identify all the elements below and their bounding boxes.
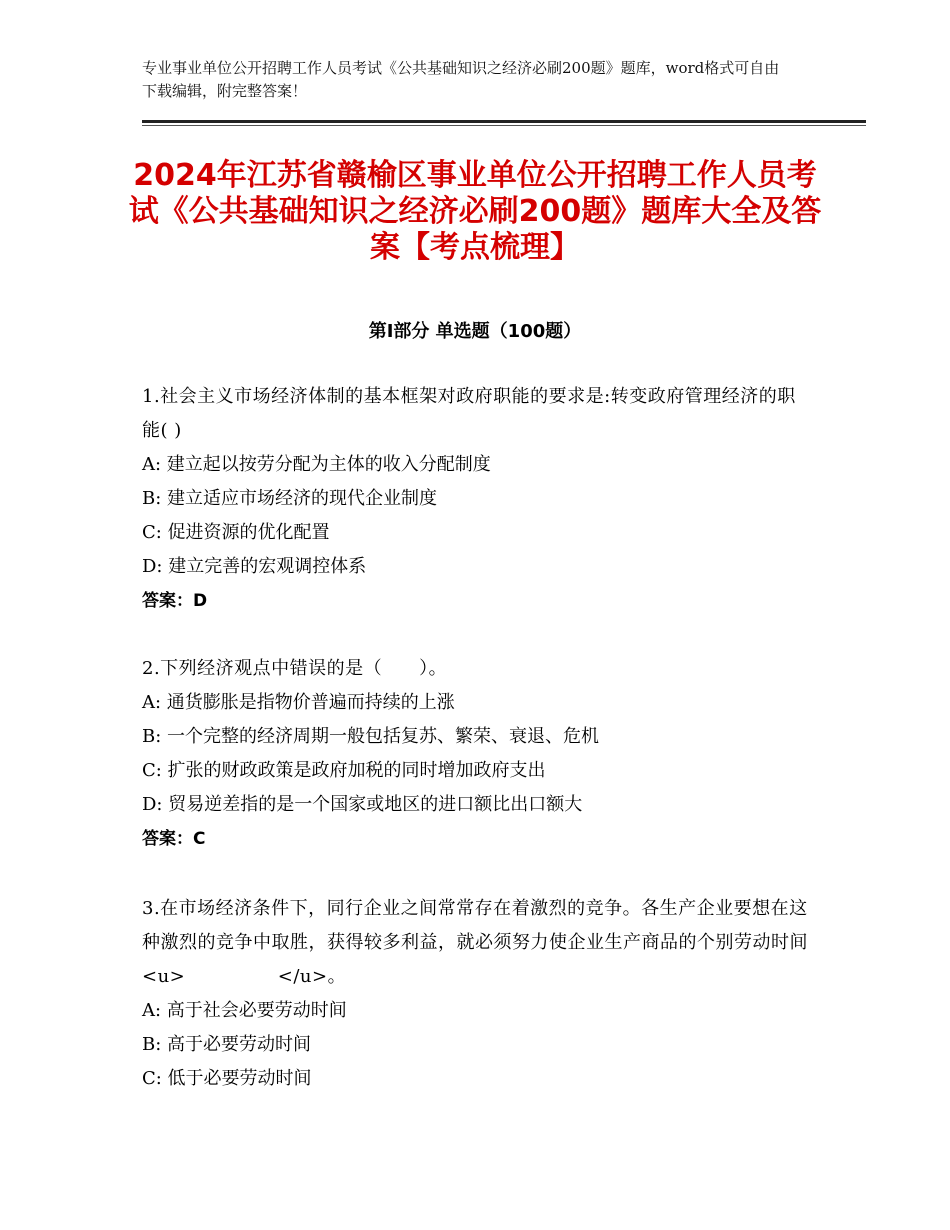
question-1 bbox=[142, 380, 808, 618]
option-b: B: 一个完整的经济周期一般包括复苏、繁荣、衰退、危机 bbox=[142, 726, 600, 747]
option-d: D: 建立完善的宏观调控体系 bbox=[142, 556, 367, 577]
header-note: 专业事业单位公开招聘工作人员考试《公共基础知识之经济必刷200题》题库，word格式可自由下载编辑，附完整答案！ bbox=[142, 59, 780, 100]
option-c: C: 促进资源的优化配置 bbox=[142, 522, 330, 543]
answer: 答案：D bbox=[142, 591, 208, 611]
question-stem: 1.社会主义市场经济体制的基本框架对政府职能的要求是:转变政府管理经济的职能( ) bbox=[142, 386, 796, 441]
option-d: D: 贸易逆差指的是一个国家或地区的进口额比出口额大 bbox=[142, 794, 583, 815]
answer: 答案：C bbox=[142, 829, 206, 849]
question-3 bbox=[142, 892, 808, 1096]
document-title: 2024年江苏省赣榆区事业单位公开招聘工作人员考试《公共基础知识之经济必刷200题》题库大全及答案【考点梳理】 bbox=[128, 158, 822, 265]
question-2 bbox=[142, 652, 808, 856]
option-b: B: 高于必要劳动时间 bbox=[142, 1034, 312, 1055]
question-stem: 2.下列经济观点中错误的是（ ）。 bbox=[142, 658, 448, 679]
question-stem: 3.在市场经济条件下，同行企业之间常常存在着激烈的竞争。各生产企业要想在这种激烈的竞争中取胜，获得较多利益，就必须努力使企业生产商品的个别劳动时间<u> </u>。 bbox=[142, 898, 808, 987]
option-c: C: 扩张的财政政策是政府加税的同时增加政府支出 bbox=[142, 760, 546, 781]
option-c: C: 低于必要劳动时间 bbox=[142, 1068, 312, 1089]
option-a: A: 高于社会必要劳动时间 bbox=[142, 1000, 347, 1021]
section-heading: 第Ⅰ部分 单选题（100题） bbox=[368, 321, 582, 342]
option-a: A: 通货膨胀是指物价普遍而持续的上涨 bbox=[142, 692, 455, 713]
header-rule-thin bbox=[142, 125, 866, 126]
option-b: B: 建立适应市场经济的现代企业制度 bbox=[142, 488, 438, 509]
header-rule-thick bbox=[142, 120, 866, 123]
option-a: A: 建立起以按劳分配为主体的收入分配制度 bbox=[142, 454, 491, 475]
